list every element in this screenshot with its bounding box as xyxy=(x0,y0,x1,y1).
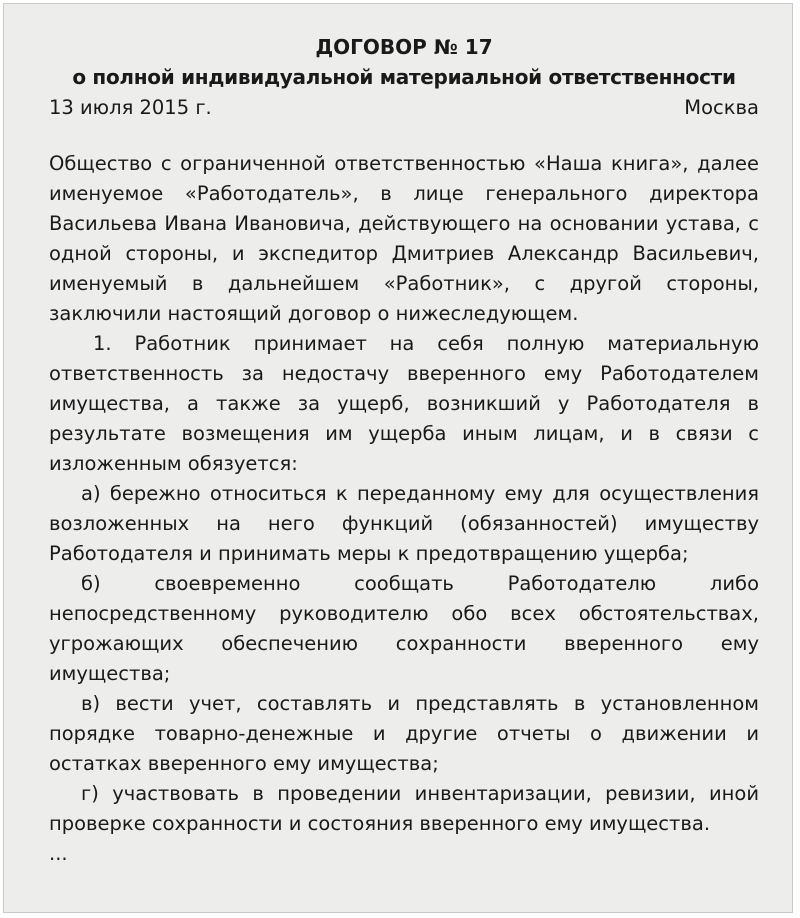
intro-paragraph: Общество с ограниченной ответственностью «Наша книга», далее именуемое «Работодатель», в лице генерального директора Васильева Ивана Ивановича, действующего на основании устава, с одной стороны, и экспедитор Дмитриев Александр Васильевич, именуемый в дальнейшем «Работник», с другой стороны, заключили настоящий договор о нижеследующем. xyxy=(49,152,759,325)
clause-1-paragraph: 1. Работник принимает на себя полную материальную ответственность за недостачу вверенного ему Работодателем имущества, а также за ущерб, возникший у Работодателя в результате возмещения им ущерба иным лицам, и в связи с изложенным обязуется: xyxy=(49,332,759,475)
document-content xyxy=(49,32,759,869)
contract-date: 13 июля 2015 г. xyxy=(49,96,212,119)
clause-item-a: а) бережно относиться к переданному ему для осуществления возложенных на него функций (обязанностей) имуществу Работодателя и принимать меры к предотвращению ущерба; xyxy=(49,482,759,565)
clause-item-c: в) вести учет, составлять и представлять в установленном порядке товарно-денежные и другие отчеты о движении и остатках вверенного ему имущества; xyxy=(49,692,759,775)
date-city-row xyxy=(49,93,759,123)
contract-subtitle: о полной индивидуальной материальной ответственности xyxy=(72,65,736,89)
clause-item-d: г) участвовать в проведении инвентаризации, ревизии, иной проверке сохранности и состояния вверенного ему имущества. xyxy=(49,782,759,835)
continuation-ellipsis: ... xyxy=(49,842,68,865)
contract-city: Москва xyxy=(684,96,759,119)
clause-item-b: б) своевременно сообщать Работодателю либо непосредственному руководителю обо всех обстоятельствах, угрожающих обеспечению сохранности вверенного ему имущества; xyxy=(49,572,759,685)
document-sheet xyxy=(3,3,793,913)
contract-title: ДОГОВОР № 17 xyxy=(315,35,493,59)
